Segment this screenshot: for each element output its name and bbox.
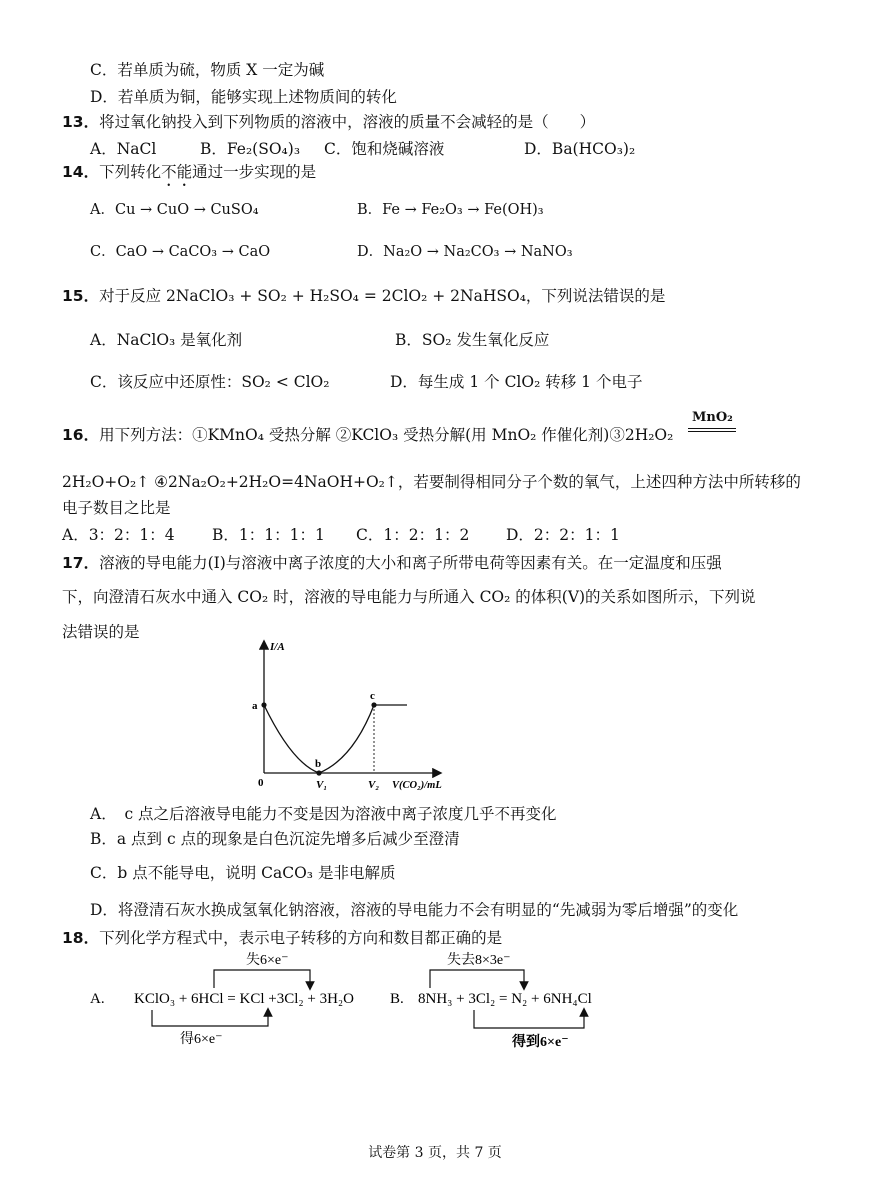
q14-option-d: D．Na₂O → Na₂CO₃ → NaNO₃ (357, 244, 573, 260)
q14-number: 14． (62, 163, 100, 181)
q16-stem-line2: 2H₂O+O₂↑ ④2Na₂O₂+2H₂O=4NaOH+O₂↑，若要制得相同分子个数的氧气，上述四种方法中所转移的 (62, 473, 801, 491)
q15-option-c: C．该反应中还原性：SO₂ < ClO₂ (90, 373, 330, 391)
q13-option-b: B．Fe₂(SO₄)₃ (200, 140, 301, 158)
q15-stem: 对于反应 2NaClO₃ + SO₂ + H₂SO₄ = 2ClO₂ + 2NaHSO₄，下列说法错误的是 (99, 287, 666, 305)
q17-stem-line1-text: 溶液的导电能力(I)与溶液中离子浓度的大小和离子所带电荷等因素有关。在一定温度和压强 (99, 554, 722, 572)
q17-option-a: A． c 点之后溶液导电能力不变是因为溶液中离子浓度几乎不再变化 (90, 805, 557, 823)
q16-number: 16． (62, 426, 100, 444)
q18-option-b-top-bracket (430, 970, 524, 988)
point-label-a: a (252, 700, 258, 712)
q14-stem-line (62, 160, 316, 190)
q15-number: 15． (62, 287, 100, 305)
q18-stem: 下列化学方程式中，表示电子转移的方向和数目都正确的是 (99, 929, 503, 947)
q17-option-c: C．b 点不能导电，说明 CaCO₃ 是非电解质 (90, 864, 396, 882)
page-footer: 试卷第 3 页，共 7 页 (368, 1145, 502, 1161)
q17-stem-line1 (62, 551, 722, 573)
q18-option-b-equation: 8NH₃ + 3Cl₂ = N₂ + 6NH₄Cl (418, 991, 592, 1007)
point-b (316, 770, 321, 775)
q16-option-c: C．1：2：1：2 (356, 526, 470, 544)
q15-option-a: A．NaClO₃ 是氧化剂 (90, 331, 243, 349)
q14-stem-emphasis: 不能 (161, 163, 193, 181)
conductivity-curve (264, 705, 407, 773)
q18-option-a-equation: KClO₃ + 6HCl = KCl +3Cl₂ + 3H₂O (134, 991, 354, 1007)
q16-double-arrow-line (688, 428, 736, 432)
q16-catalyst-label: MnO₂ (692, 410, 733, 425)
q18-option-b-label: B. (390, 991, 404, 1007)
q18-option-a-label: A. (90, 991, 105, 1007)
q15-option-d: D．每生成 1 个 ClO₂ 转移 1 个电子 (390, 373, 643, 391)
x-tick-label-v1: V₁ (316, 779, 328, 791)
q13-option-c: C．饱和烧碱溶液 (324, 140, 445, 158)
y-axis-label: I/A (270, 641, 285, 653)
point-c (371, 702, 376, 707)
x-axis-label: V(CO₂)/mL (392, 780, 442, 791)
q14-option-c: C．CaO → CaCO₃ → CaO (90, 244, 271, 260)
q18-equations (0, 940, 870, 1060)
q13-stem-line (62, 110, 595, 132)
q13-option-d: D．Ba(HCO₃)₂ (524, 140, 636, 158)
q18-option-b-top-label: 失去8×3e⁻ (447, 953, 511, 968)
q18-number: 18． (62, 929, 100, 947)
q16-option-d: D．2：2：1：1 (506, 526, 620, 544)
q18-option-a-top-bracket (214, 970, 310, 988)
q15-option-b: B．SO₂ 发生氧化反应 (395, 331, 550, 349)
q18-option-a-bottom-bracket (152, 1010, 268, 1026)
q18-option-b-bottom-label: 得到6×e⁻ (512, 1035, 569, 1050)
q13-number: 13． (62, 113, 100, 131)
point-a (261, 702, 266, 707)
q16-stem-line1 (62, 423, 673, 445)
point-label-c: c (370, 690, 375, 702)
point-label-b: b (315, 758, 322, 770)
q16-option-b: B．1：1：1：1 (212, 526, 325, 544)
conductivity-chart (240, 636, 480, 796)
x-tick-label-v2: V₂ (368, 779, 380, 791)
q12-option-d: D．若单质为铜，能够实现上述物质间的转化 (90, 88, 397, 106)
q17-option-b: B．a 点到 c 点的现象是白色沉淀先增多后减少至澄清 (90, 830, 460, 848)
q18-option-a-bottom-label: 得6×e⁻ (180, 1032, 223, 1047)
q18-option-a-top-label: 失6×e⁻ (246, 953, 289, 968)
q12-option-c: C．若单质为硫，物质 X 一定为碱 (90, 61, 325, 79)
q14-option-a: A．Cu → CuO → CuSO₄ (90, 202, 259, 218)
q17-number: 17． (62, 554, 100, 572)
q15-stem-line (62, 284, 665, 306)
q16-stem-line3: 电子数目之比是 (62, 499, 171, 517)
q14-stem-post: 通过一步实现的是 (192, 163, 317, 181)
q14-option-b: B．Fe → Fe₂O₃ → Fe(OH)₃ (357, 202, 544, 218)
q17-stem-line2: 下，向澄清石灰水中通入 CO₂ 时，溶液的导电能力与所通入 CO₂ 的体积(V)的关系如图所示，下列说 (62, 588, 756, 606)
q18-option-b-bottom-bracket (474, 1010, 584, 1028)
q14-stem-pre: 下列转化 (99, 163, 162, 181)
q16-stem-line1-text: 用下列方法：①KMnO₄ 受热分解 ②KClO₃ 受热分解(用 MnO₂ 作催化剂)③2H₂O₂ (99, 426, 674, 444)
q17-stem-line3: 法错误的是 (62, 623, 140, 641)
q13-option-a: A．NaCl (90, 140, 157, 158)
q13-stem: 将过氧化钠投入到下列物质的溶液中，溶液的质量不会减轻的是（ ） (99, 113, 596, 131)
q17-option-d: D．将澄清石灰水换成氢氧化钠溶液，溶液的导电能力不会有明显的“先减弱为零后增强”的变化 (90, 901, 739, 919)
origin-label: 0 (258, 777, 264, 789)
q16-option-a: A．3：2：1：4 (62, 526, 175, 544)
